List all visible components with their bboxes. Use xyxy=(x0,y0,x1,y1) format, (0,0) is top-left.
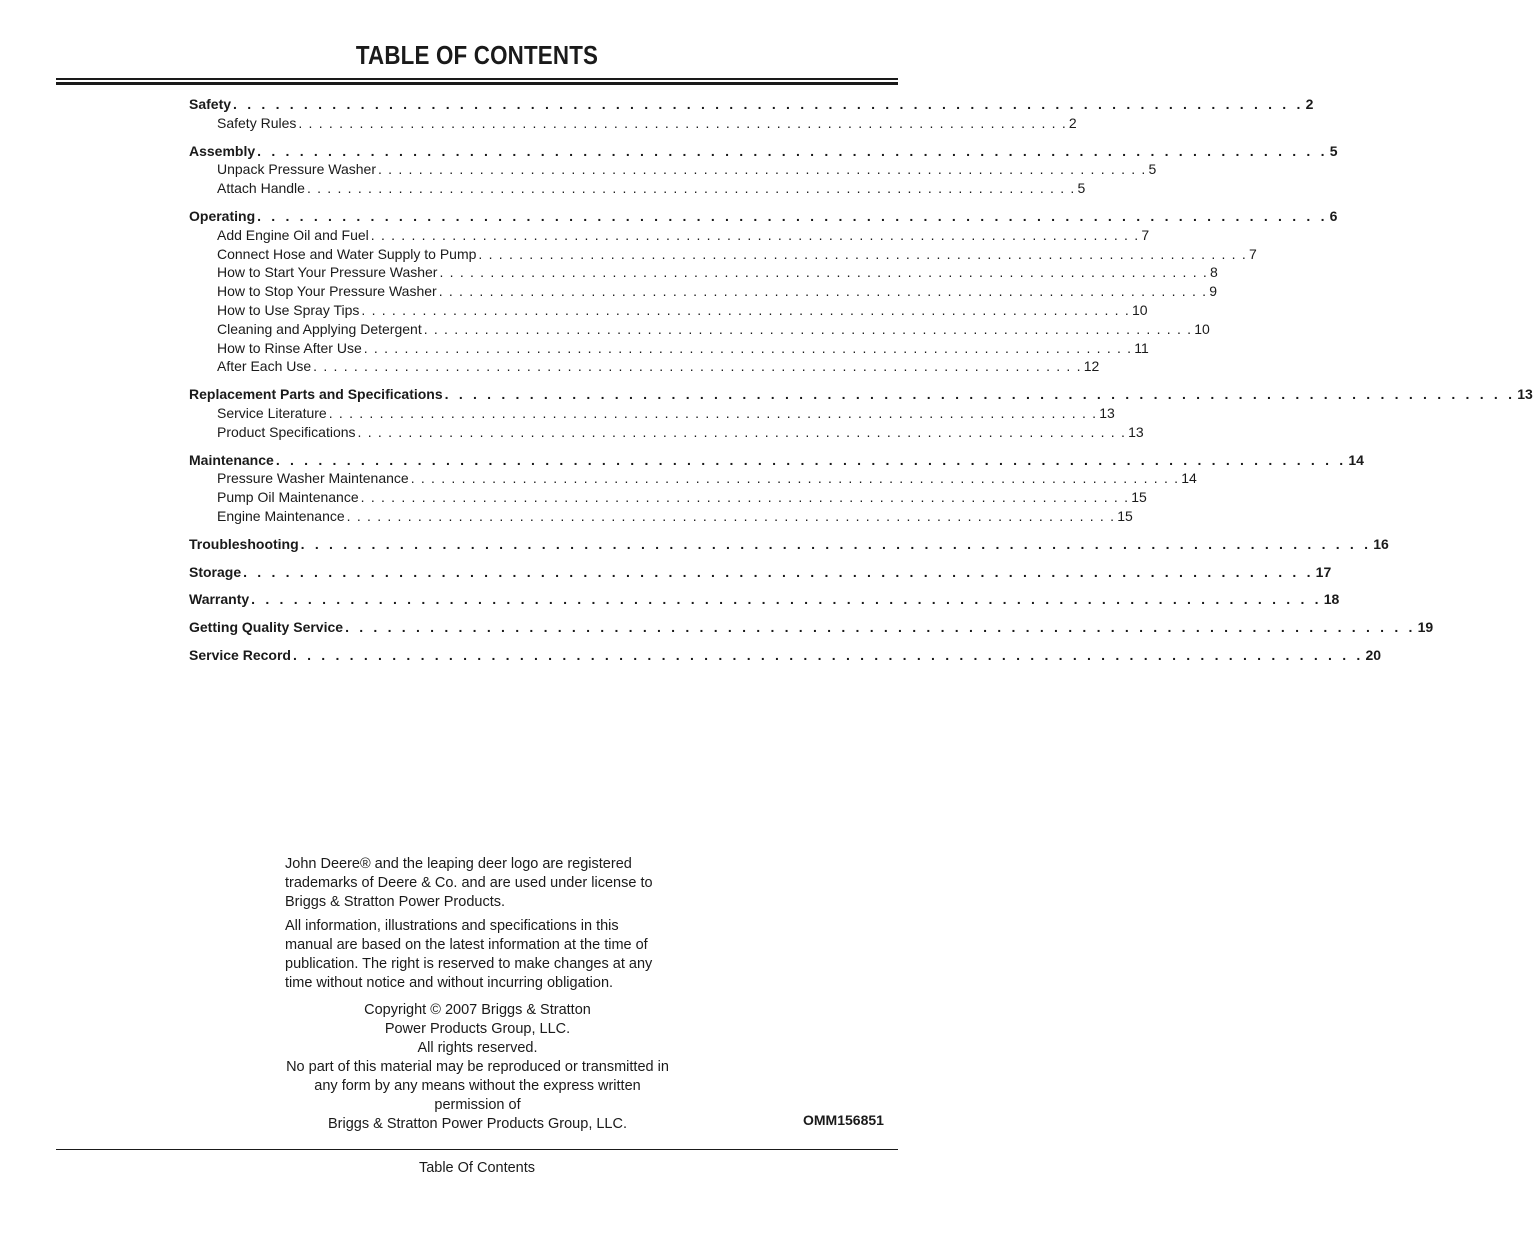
toc-section-entry-page-number: 20 xyxy=(1365,646,1382,663)
toc-subentry[interactable] xyxy=(189,263,1218,282)
toc-subentry-page-number: 5 xyxy=(1077,180,1086,197)
toc-section-entry-label: Safety xyxy=(189,96,232,112)
toc-subentry[interactable] xyxy=(189,423,1144,442)
toc-subentry[interactable] xyxy=(189,179,1086,198)
toc-section-entry-page-number: 19 xyxy=(1417,619,1434,636)
copyright-line: Copyright © 2007 Briggs & Stratton xyxy=(364,1002,591,1018)
toc-subentry-label: Attach Handle xyxy=(217,180,305,197)
toc-section-entry[interactable] xyxy=(189,646,1382,665)
toc-subentry-label: Cleaning and Applying Detergent xyxy=(217,320,422,337)
dot-leader: . . . . . . . . . . . . . . . . . . . . . . . . . . . . . . . . . . . . . . . . . . . . . . . . . . . . . . . . . . . . . . . . . . . . . . . . . . . . xyxy=(410,470,1180,487)
toc-section-entry-page-number: 2 xyxy=(1305,96,1314,112)
dot-leader: . . . . . . . . . . . . . . . . . . . . . . . . . . . . . . . . . . . . . . . . . . . . . . . . . . . . . . . . . . . . . . . . . . . . . . . . . . . . xyxy=(292,646,1364,663)
toc-section-entry[interactable] xyxy=(189,385,1533,404)
toc-subentry-page-number: 8 xyxy=(1210,264,1218,281)
toc-subentry-label: Product Specifications xyxy=(217,423,356,440)
toc-section xyxy=(189,207,1338,376)
dot-leader: . . . . . . . . . . . . . . . . . . . . . . . . . . . . . . . . . . . . . . . . . . . . . . . . . . . . . . . . . . . . . . . . . . . . . . . . . . . . xyxy=(328,404,1098,421)
footer-rule xyxy=(56,1149,898,1150)
dot-leader: . . . . . . . . . . . . . . . . . . . . . . . . . . . . . . . . . . . . . . . . . . . . . . . . . . . . . . . . . . . . . . . . . . . . . . . . . . . . xyxy=(345,619,1416,636)
toc-subentry[interactable] xyxy=(189,320,1210,339)
toc-subentry-page-number: 10 xyxy=(1131,301,1148,318)
toc-subentry-label: Pressure Washer Maintenance xyxy=(217,470,409,487)
toc-section xyxy=(189,385,1533,441)
dot-leader: . . . . . . . . . . . . . . . . . . . . . . . . . . . . . . . . . . . . . . . . . . . . . . . . . . . . . . . . . . . . . . . . . . . . . . . . . . . . xyxy=(357,423,1127,440)
copyright-line: Power Products Group, LLC. xyxy=(384,1021,571,1037)
toc-section-entry[interactable] xyxy=(189,142,1338,161)
dot-leader: . . . . . . . . . . . . . . . . . . . . . . . . . . . . . . . . . . . . . . . . . . . . . . . . . . . . . . . . . . . . . . . . . . . . . . . . . . . . xyxy=(300,535,1372,552)
dot-leader: . . . . . . . . . . . . . . . . . . . . . . . . . . . . . . . . . . . . . . . . . . . . . . . . . . . . . . . . . . . . . . . . . . . . . . . . . . . . xyxy=(438,283,1208,300)
toc-subentry-page-number: 14 xyxy=(1181,470,1197,487)
copyright-line: Briggs & Stratton Power Products Group, LLC. xyxy=(328,1116,627,1132)
dot-leader: . . . . . . . . . . . . . . . . . . . . . . . . . . . . . . . . . . . . . . . . . . . . . . . . . . . . . . . . . . . . . . . . . . . . . . . . . . . . xyxy=(377,161,1147,178)
toc-section-entry[interactable] xyxy=(189,618,1434,637)
dot-leader: . . . . . . . . . . . . . . . . . . . . . . . . . . . . . . . . . . . . . . . . . . . . . . . . . . . . . . . . . . . . . . . . . . . . . . . . . . . . xyxy=(251,591,1322,608)
toc-subentry-page-number: 7 xyxy=(1141,226,1150,243)
toc-subentry[interactable] xyxy=(189,404,1115,423)
toc-subentry[interactable] xyxy=(189,301,1148,320)
toc-subentry[interactable] xyxy=(189,114,1077,133)
toc-subentry-label: Pump Oil Maintenance xyxy=(217,489,359,506)
toc-section-entry-page-number: 17 xyxy=(1315,563,1332,580)
toc-section-entry[interactable] xyxy=(189,95,1314,114)
dot-leader: . . . . . . . . . . . . . . . . . . . . . . . . . . . . . . . . . . . . . . . . . . . . . . . . . . . . . . . . . . . . . . . . . . . . . . . . . . . . xyxy=(478,245,1247,262)
toc-section xyxy=(189,646,1382,665)
toc-subentry-page-number: 15 xyxy=(1131,489,1147,506)
copyright-line: permission of xyxy=(434,1097,521,1113)
trademark-notice: John Deere® and the leaping deer logo are registered trademarks of Deere & Co. and are used under license to Briggs & Stratton Power Products. xyxy=(285,856,653,910)
toc-subentry-page-number: 10 xyxy=(1194,320,1210,337)
dot-leader: . . . . . . . . . . . . . . . . . . . . . . . . . . . . . . . . . . . . . . . . . . . . . . . . . . . . . . . . . . . . . . . . . . . . . . . . . . . . xyxy=(423,320,1193,337)
dot-leader: . . . . . . . . . . . . . . . . . . . . . . . . . . . . . . . . . . . . . . . . . . . . . . . . . . . . . . . . . . . . . . . . . . . . . . . . . . . . xyxy=(233,96,1304,112)
toc-subentry-page-number: 2 xyxy=(1068,114,1077,131)
toc-section-entry-label: Warranty xyxy=(189,591,250,608)
toc-subentry-page-number: 9 xyxy=(1209,283,1218,300)
toc-subentry-label: How to Stop Your Pressure Washer xyxy=(217,283,437,300)
toc-subentry[interactable] xyxy=(189,339,1149,358)
toc-subentry[interactable] xyxy=(189,226,1150,245)
toc-section-entry-label: Troubleshooting xyxy=(189,535,299,552)
toc-subentry[interactable] xyxy=(189,507,1133,526)
toc-section-entry[interactable] xyxy=(189,563,1332,582)
header-rule xyxy=(56,78,898,80)
toc-subentry-label: Unpack Pressure Washer xyxy=(217,161,376,178)
dot-leader: . . . . . . . . . . . . . . . . . . . . . . . . . . . . . . . . . . . . . . . . . . . . . . . . . . . . . . . . . . . . . . . . . . . . . . . . . . . . xyxy=(360,489,1130,506)
dot-leader: . . . . . . . . . . . . . . . . . . . . . . . . . . . . . . . . . . . . . . . . . . . . . . . . . . . . . . . . . . . . . . . . . . . . . . . . . . . . xyxy=(257,142,1328,159)
toc-subentry-label: Service Literature xyxy=(217,404,327,421)
toc-section xyxy=(189,535,1389,554)
toc-subentry[interactable] xyxy=(189,357,1100,376)
dot-leader: . . . . . . . . . . . . . . . . . . . . . . . . . . . . . . . . . . . . . . . . . . . . . . . . . . . . . . . . . . . . . . . . . . . . . . . . . . . . xyxy=(439,264,1209,281)
toc-section-entry-page-number: 16 xyxy=(1373,535,1389,552)
toc-section xyxy=(189,142,1338,198)
copyright-block xyxy=(285,1001,670,1134)
toc-subentry[interactable] xyxy=(189,245,1257,264)
toc-section-entry-label: Maintenance xyxy=(189,451,274,468)
toc-section xyxy=(189,95,1314,133)
dot-leader: . . . . . . . . . . . . . . . . . . . . . . . . . . . . . . . . . . . . . . . . . . . . . . . . . . . . . . . . . . . . . . . . . . . . . . . . . . . . xyxy=(370,226,1140,243)
toc-subentry-label: Add Engine Oil and Fuel xyxy=(217,226,369,243)
toc-subentry-page-number: 5 xyxy=(1148,161,1157,178)
toc-section-entry[interactable] xyxy=(189,590,1340,609)
toc-subentry-label: After Each Use xyxy=(217,358,312,375)
toc-section-entry-label: Assembly xyxy=(189,142,256,159)
dot-leader: . . . . . . . . . . . . . . . . . . . . . . . . . . . . . . . . . . . . . . . . . . . . . . . . . . . . . . . . . . . . . . . . . . . . . . . . . . . . xyxy=(257,207,1328,224)
toc-subentry[interactable] xyxy=(189,469,1197,488)
toc-section-entry-page-number: 5 xyxy=(1329,142,1338,159)
dot-leader: . . . . . . . . . . . . . . . . . . . . . . . . . . . . . . . . . . . . . . . . . . . . . . . . . . . . . . . . . . . . . . . . . . . . . . . . . . . . xyxy=(444,386,1516,403)
toc-section-entry-label: Getting Quality Service xyxy=(189,619,344,636)
disclaimer-notice: All information, illustrations and specifications in this manual are based on the latest information at the time of publication. The right is reserved to make changes at any time without notice and without incurring obligation. xyxy=(285,918,653,991)
copyright-line: No part of this material may be reproduced or transmitted in xyxy=(286,1059,669,1075)
toc-section-entry-label: Storage xyxy=(189,563,242,580)
toc-section xyxy=(189,563,1332,582)
dot-leader: . . . . . . . . . . . . . . . . . . . . . . . . . . . . . . . . . . . . . . . . . . . . . . . . . . . . . . . . . . . . . . . . . . . . . . . . . . . . xyxy=(298,114,1067,131)
legal-notes xyxy=(285,855,670,1134)
toc-section-entry[interactable] xyxy=(189,451,1364,470)
dot-leader: . . . . . . . . . . . . . . . . . . . . . . . . . . . . . . . . . . . . . . . . . . . . . . . . . . . . . . . . . . . . . . . . . . . . . . . . . . . . xyxy=(361,301,1130,318)
toc-section xyxy=(189,451,1364,526)
toc-section-entry[interactable] xyxy=(189,207,1338,226)
toc-subentry-label: Engine Maintenance xyxy=(217,507,345,524)
toc-section-entry-label: Operating xyxy=(189,207,256,224)
page-title: TABLE OF CONTENTS xyxy=(355,40,599,70)
toc-subentry-page-number: 13 xyxy=(1128,423,1144,440)
dot-leader: . . . . . . . . . . . . . . . . . . . . . . . . . . . . . . . . . . . . . . . . . . . . . . . . . . . . . . . . . . . . . . . . . . . . . . . . . . . . xyxy=(346,507,1116,524)
toc-subentry[interactable] xyxy=(189,488,1147,507)
toc-subentry-label: How to Rinse After Use xyxy=(217,339,362,356)
toc-section-entry-page-number: 18 xyxy=(1323,591,1340,608)
toc-subentry-page-number: 12 xyxy=(1083,358,1100,375)
toc-subentry[interactable] xyxy=(189,160,1157,179)
toc-section-entry-label: Service Record xyxy=(189,646,291,663)
dot-leader: . . . . . . . . . . . . . . . . . . . . . . . . . . . . . . . . . . . . . . . . . . . . . . . . . . . . . . . . . . . . . . . . . . . . . . . . . . . . xyxy=(313,358,1082,375)
toc-subentry-label: Connect Hose and Water Supply to Pump xyxy=(217,245,477,262)
toc-subentry-page-number: 11 xyxy=(1134,339,1149,356)
toc-section-entry-page-number: 6 xyxy=(1329,207,1338,224)
toc-section xyxy=(189,618,1434,637)
dot-leader: . . . . . . . . . . . . . . . . . . . . . . . . . . . . . . . . . . . . . . . . . . . . . . . . . . . . . . . . . . . . . . . . . . . . . . . . . . . . xyxy=(363,339,1133,356)
toc-subentry-label: How to Start Your Pressure Washer xyxy=(217,264,438,281)
header-rule-thick xyxy=(56,82,898,85)
toc-subentry-label: Safety Rules xyxy=(217,114,297,131)
toc-section-entry-page-number: 14 xyxy=(1348,451,1364,468)
toc-section-entry-page-number: 13 xyxy=(1517,386,1533,403)
document-code: OMM156851 xyxy=(803,1112,884,1128)
page-footer: Table Of Contents xyxy=(418,1160,536,1176)
toc-subentry-page-number: 13 xyxy=(1099,404,1115,421)
copyright-line: All rights reserved. xyxy=(417,1040,538,1056)
dot-leader: . . . . . . . . . . . . . . . . . . . . . . . . . . . . . . . . . . . . . . . . . . . . . . . . . . . . . . . . . . . . . . . . . . . . . . . . . . . . xyxy=(275,451,1347,468)
toc-subentry[interactable] xyxy=(189,282,1218,301)
toc-subentry-page-number: 15 xyxy=(1117,507,1133,524)
toc-section-entry-label: Replacement Parts and Specifications xyxy=(189,386,443,403)
toc-subentry-page-number: 7 xyxy=(1248,245,1257,262)
copyright-line: any form by any means without the express written xyxy=(314,1078,641,1094)
dot-leader: . . . . . . . . . . . . . . . . . . . . . . . . . . . . . . . . . . . . . . . . . . . . . . . . . . . . . . . . . . . . . . . . . . . . . . . . . . . . xyxy=(306,180,1076,197)
dot-leader: . . . . . . . . . . . . . . . . . . . . . . . . . . . . . . . . . . . . . . . . . . . . . . . . . . . . . . . . . . . . . . . . . . . . . . . . . . . . xyxy=(243,563,1314,580)
table-of-contents xyxy=(189,95,1533,674)
toc-subentry-label: How to Use Spray Tips xyxy=(217,301,360,318)
toc-section-entry[interactable] xyxy=(189,535,1389,554)
toc-section xyxy=(189,590,1340,609)
